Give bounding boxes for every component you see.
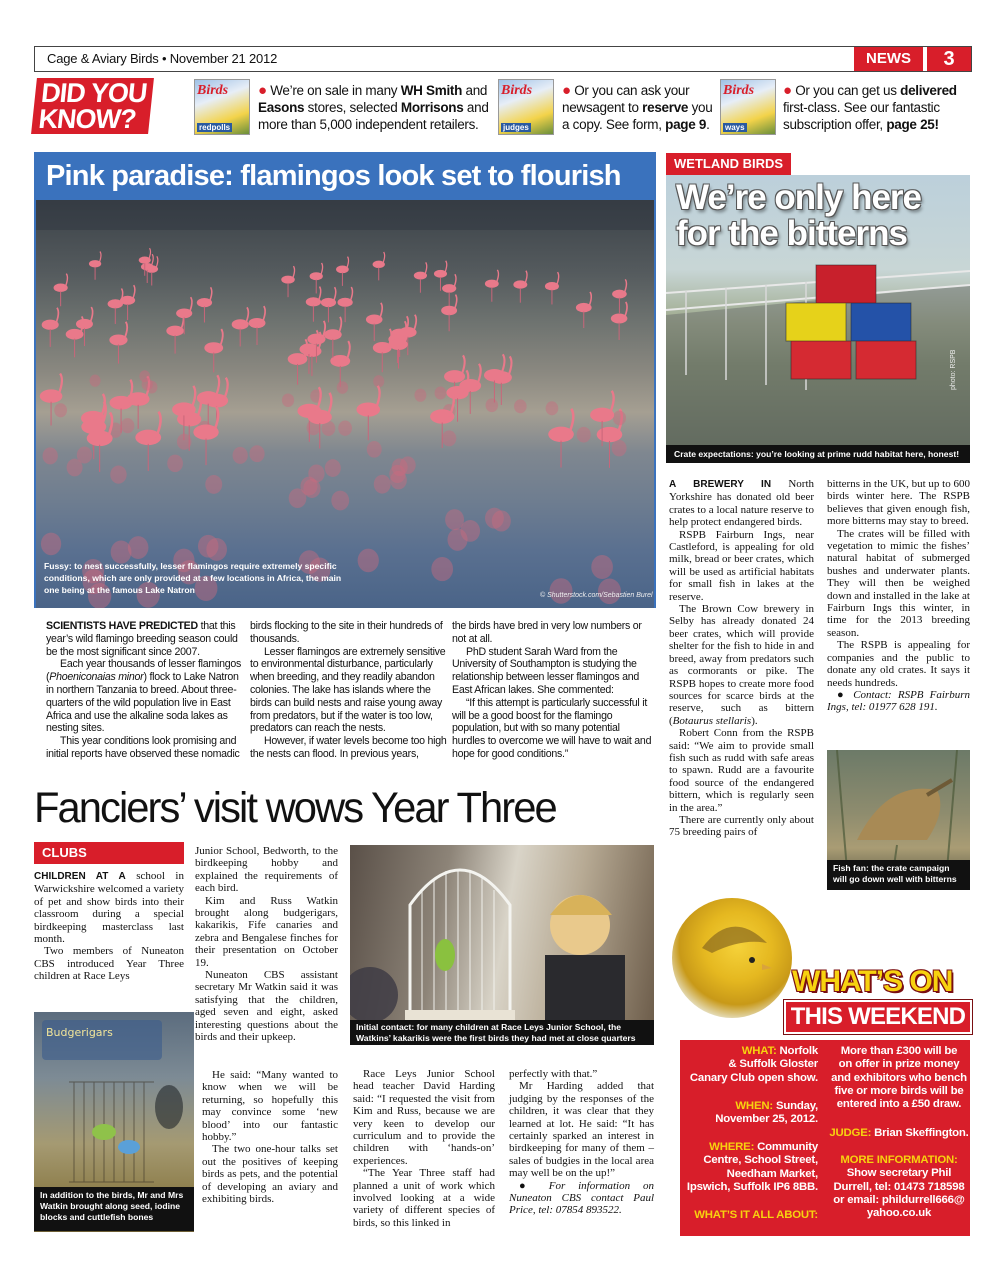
dyk-item-shops: ● We’re on sale in many WH Smith and Easons stores, selected Morrisons and more than 5,000 independent retailers.	[258, 82, 489, 132]
flamingo-shape	[42, 308, 59, 465]
classroom-photo-caption: Initial contact: for many children at Race Leys Junior School, the Watkins’ kakarikis were the first birds they had met at close quarters	[350, 1020, 654, 1045]
classroom-cage-photo	[350, 845, 654, 1045]
did-you-know-badge	[34, 78, 184, 134]
fanciers-column-1: CHILDREN AT A school in Warwickshire welcomed a variety of pet and show birds into their classroom during a special birdkeeping masterclass last month. Two members of Nuneaton CBS introduced Year Three children at Race Leys	[34, 870, 184, 983]
this-weekend-banner: THIS WEEKEND	[784, 1000, 972, 1034]
wetland-headline-line-1: We’re only here	[676, 178, 922, 217]
bullet-icon: ●	[519, 1179, 549, 1192]
bullet-icon: ●	[562, 82, 571, 99]
flamingo-shape	[324, 317, 342, 477]
wetland-lead-in: A BREWERY IN	[669, 479, 772, 490]
flamingo-shape	[204, 329, 223, 494]
wetland-headline	[676, 180, 921, 252]
cover-masthead: Birds	[197, 83, 229, 98]
fanciers-headline: Fanciers’ visit wows Year Three	[34, 784, 556, 832]
event-where: WHERE: Community Centre, School Street, Needham Market, Ipswich, Suffolk IP6 8BB.	[686, 1141, 818, 1193]
event-judge: JUDGE: Brian Skeffington.	[829, 1127, 969, 1139]
cover-line: judges	[503, 123, 529, 132]
cover-line: ways	[725, 123, 745, 132]
fanciers-column-3: Race Leys Junior School head teacher David Harding said: “I requested the visit from Kim and Russ, because we are very keen to develop our curriculum and to provide the children with ‘hands-on’ experiences. “The Year Three staff had planned a unit of work which involved looking at a wide variety of different species of birds, so this linked in	[353, 1068, 495, 1229]
wetland-column-1: A BREWERY IN North Yorkshire has donated old beer crates to a local nature reserve to help protect endangered birds. RSPB Fairburn Ings, near Castleford, is appealing for old milk, bread or beer crates, which will be used as artificial habitats for small fish in lakes at the reserve. The Brown Cow brewery in Selby has already donated 24 beer crates, which will provide shelter for the fish to hide in and breed, away from predators such as cormorants or pike. The RSPB hopes to create more food sources for scarce birds at the reserve, such as bittern (Botaurus stellaris). Robert Conn from the RSPB said: “We aim to provide small fish such as rudd with safe areas to spawn. Rudd are a favourite food source of the endangered bittern, which is regularly seen in the area.” There are currently only about 75 breeding pairs of	[669, 478, 814, 839]
magazine-cover-thumbnail	[194, 79, 250, 135]
flamingo-shape	[232, 307, 249, 464]
flamingo-shape	[40, 374, 63, 556]
flamingo-shape	[336, 257, 349, 394]
wetland-birds-tag: WETLAND BIRDS	[666, 153, 791, 175]
flamingo-shape	[120, 285, 135, 433]
cover-line: redpolls	[199, 123, 231, 132]
flamingo-headline-bar	[34, 152, 656, 200]
flamingo-column-3: the birds have bred in very low numbers or not at all. PhD student Sarah Ward from the University of Southampton is studying the relationship between lesser flamingos and East African lakes. She commented: “If this attempt is particularly successful it will be a good boost for the flamingo population, but with so many potential hurdles to overcome we will have to wait and hope for good conditions.”	[452, 620, 652, 760]
flamingo-photo-caption: Fussy: to nest successfully, lesser flamingos require extremely specific conditions, which are only provided at a few locations in Africa, the main one being at the famous Lake Natron	[44, 561, 342, 595]
fanciers-column-2a: Junior School, Bedworth, to the birdkeeping hobby and explained the requirements of each bird. Kim and Russ Watkin brought along budgerigars, kakarikis, Fife canaries and zebra and Bengalese finches for their presentation on October 19. Nuneaton CBS assistant secretary Mr Watkin said it was satisfying that the children, aged seven and eight, asked interesting questions about the birds and their upkeep.	[195, 845, 338, 1044]
flamingo-photo-credit: © Shutterstock.com/Sebastien Burel	[540, 592, 653, 599]
flamingo-shape	[430, 392, 454, 581]
flamingo-shape	[513, 271, 527, 414]
flamingo-shape	[197, 375, 220, 557]
gloster-canary-photo	[672, 898, 792, 1018]
dyk-line-1: DID YOU	[39, 78, 148, 108]
cover-masthead: Birds	[501, 83, 533, 98]
flamingo-flock-illustration	[36, 200, 656, 608]
flamingo-headline: Pink paradise: flamingos look set to flourish	[46, 160, 621, 192]
flamingo-shape	[485, 270, 499, 412]
fanciers-lead-in: CHILDREN AT A	[34, 871, 126, 882]
event-more-information: MORE INFORMATION: Show secretary Phil Durrell, tel: 01473 718598 or email: phildurrell666@ yahoo.co.uk	[833, 1154, 965, 1220]
page-header	[34, 46, 972, 72]
flamingo-column-1: SCIENTISTS HAVE PREDICTED that this year’s wild flamingo breeding season could be the most significant since 2007. Each year thousands of lesser flamingos (Phoeniconaias minor) flock to Lake Natron in northern Tanzania to breed. About three-quarters of the wild population live in East Africa and use the alkaline soda lakes as nesting sites. This year conditions look promising and initial reports have observed these nomadic	[46, 620, 242, 760]
bullet-icon: ●	[258, 82, 267, 99]
fanciers-column-2b: He said: “Many wanted to know when we will be returning, so hopefully this may convince some ‘new blood’ into our fantastic hobby.” The two one-hour talks set out the positives of keeping birds as pets, and the potential of developing an aviary and exhibiting birds.	[202, 1069, 338, 1206]
flamingo-shape	[576, 292, 592, 443]
canary-illustration	[672, 898, 792, 1018]
flamingo-shape	[281, 266, 295, 407]
flamingo-lead-in: SCIENTISTS HAVE PREDICTED	[46, 620, 198, 632]
clubs-tag: CLUBS	[34, 842, 184, 864]
bullet-icon: ●	[783, 82, 792, 99]
budgie-sign-text: Budgerigars	[46, 1026, 113, 1039]
flamingo-shape	[172, 386, 196, 572]
publication-line: Cage & Aviary Birds • November 21 2012	[47, 51, 278, 66]
dyk-line-2: KNOW?	[37, 104, 138, 134]
wetland-headline-line-2: for the bitterns	[676, 214, 907, 253]
flamingo-shape	[545, 272, 559, 415]
dyk-item-subscription: ● Or you can get us delivered first-class. See our fantastic subscription offer, page 25!	[783, 82, 957, 132]
wetland-photo-caption: Crate expectations: you’re looking at prime rudd habitat here, honest!	[666, 445, 970, 463]
kakariki-cage-illustration	[350, 845, 654, 1045]
section-label: NEWS	[854, 47, 923, 71]
event-about-label: WHAT’S IT ALL ABOUT:	[694, 1209, 818, 1221]
event-about: More than £300 will be on offer in prize money and exhibitors who bench five or more birds will be entered into a £50 draw.	[831, 1045, 967, 1111]
bullet-icon: ●	[837, 688, 854, 701]
page-number: 3	[924, 47, 971, 71]
bittern-photo-caption: Fish fan: the crate campaign will go down well with bitterns	[827, 860, 970, 890]
flamingo-column-2: birds flocking to the site in their hundreds of thousands. Lesser flamingos are extremely sensitive to environmental disturbance, particularly when breeding, and they readily abandon colonies. The lake has islands where the birds can build nests and raise young away from predators, but if the water is too low, predators can reach the nests. However, if water levels become too high the nests can flood. In previous years,	[250, 620, 447, 760]
fanciers-column-4: perfectly with that.” Mr Harding added that judging by the responses of the children, it was clear that they learned at lot. He said: “It has certainly sparked an interest in birdkeeping for many of them – sales of budgies in the local area may well be on the up!” ● For information on Nuneaton CBS contact Paul Price, tel: 07854 893522.	[509, 1068, 654, 1217]
event-what: WHAT: Norfolk & Suffolk Gloster Canary Club open show.	[689, 1045, 818, 1084]
magazine-cover-thumbnail	[720, 79, 776, 135]
flamingo-shape	[590, 391, 614, 579]
magazine-cover-thumbnail	[498, 79, 554, 135]
budgerigar-photo-caption: In addition to the birds, Mr and Mrs Watkin brought along seed, iodine blocks and cuttlefish bones	[34, 1187, 194, 1231]
whats-on-title: WHAT’S ON	[792, 965, 953, 998]
dyk-item-reserve: ● Or you can ask your newsagent to reserve you a copy. See form, page 9.	[562, 82, 713, 132]
wetland-column-2: bitterns in the UK, but up to 600 birds winter here. The RSPB believes that given enough fish, more bitterns may stay to breed. The crates will be filled with vegetation to mimic the fishes’ natural habitat of submerged bushes and underwater plants. They will then be weighed down and installed in the lake at Fairburn Ings this winter, in time for the 2013 breeding season. The RSPB is appealing for companies and the public to donate any old crates. It says it needs hundreds. ● Contact: RSPB Fairburn Ings, tel: 01977 628 191.	[827, 478, 970, 714]
event-when: WHEN: Sunday, November 25, 2012.	[715, 1100, 818, 1126]
flamingo-photo	[34, 200, 656, 608]
flamingo-shape	[548, 409, 574, 604]
flamingo-shape	[249, 306, 266, 462]
cover-masthead: Birds	[723, 83, 755, 98]
wetland-photo-credit: photo: RSPB	[950, 349, 957, 390]
